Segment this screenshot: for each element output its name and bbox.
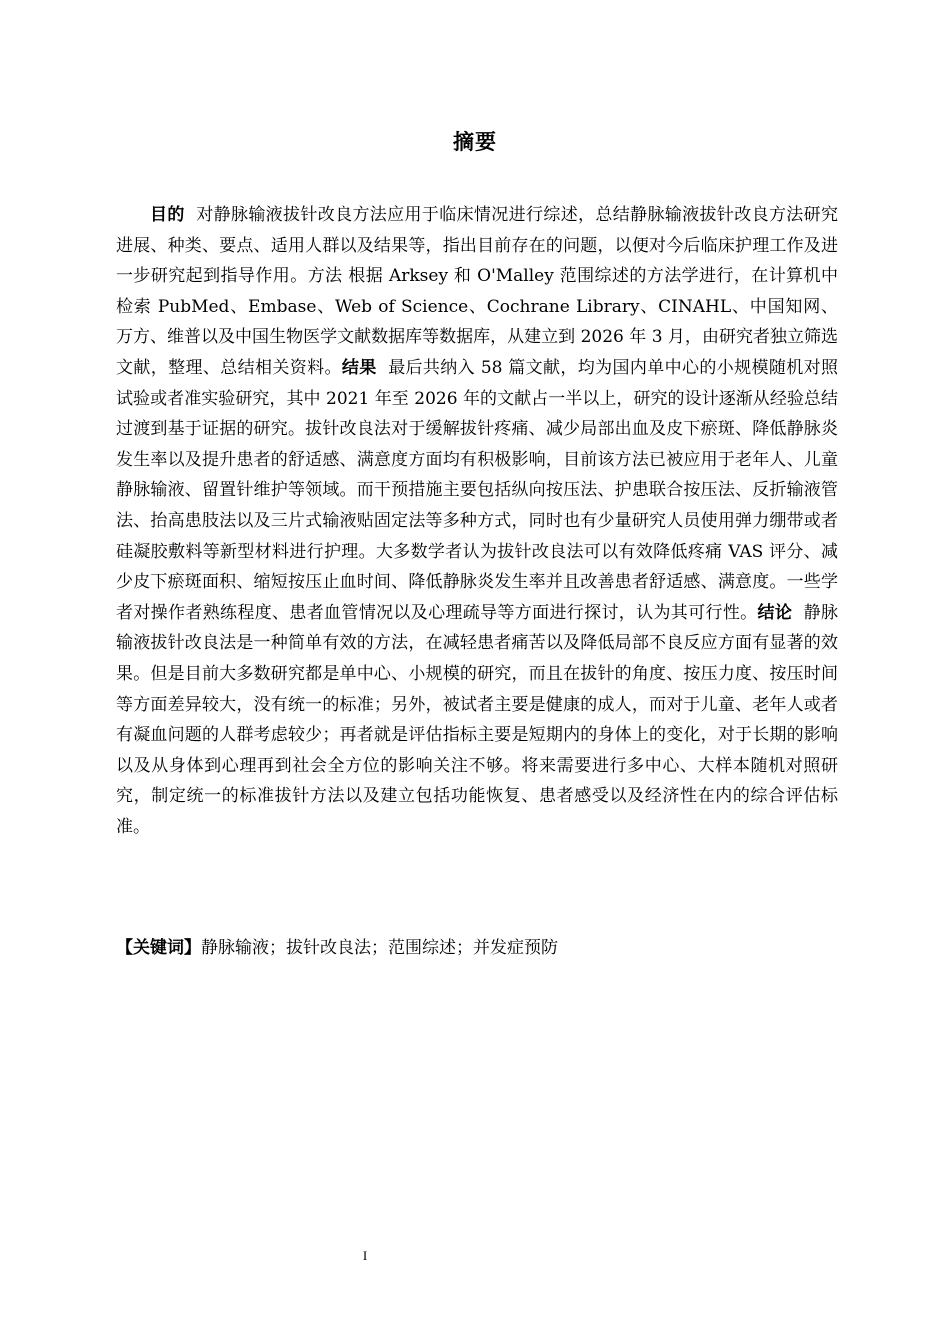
objective-text: 对静脉输液拔针改良方法应用于临床情况进行综述，总结静脉输液拔针改良方法研究进展、种类、要点、适用人群以及结果等，指出目前存在的问题，以便对今后临床护理工作及进一步研究起到指导作用。方法 根据 Arksey 和 O'Malley 范围综述的方法学进行，在计算机中检索 PubMed、Embase、Web of Science、Cochrane Library、CINAHL、中国知网、万方、维普以及中国生物医学文献数据库等数据库，从建立到 2026 年 3 月，由研究者独立筛选文献，整理、总结相关资料。: [116, 205, 839, 378]
conclusion-text: 静脉输液拔针改良法是一种简单有效的方法，在减轻患者痛苦以及降低局部不良反应方面有显著的效果。但是目前大多数研究都是单中心、小规模的研究，而且在拔针的角度、按压力度、按压时间等方面差异较大，没有统一的标准；另外，被试者主要是健康的成人，而对于儿童、老年人或者有凝血问题的人群考虑较少；再者就是评估指标主要是短期内的身体上的变化，对于长期的影响以及从身体到心理再到社会全方位的影响关注不够。将来需要进行多中心、大样本随机对照研究，制定统一的标准拔针方法以及建立包括功能恢复、患者感受以及经济性在内的综合评估标准。: [116, 602, 839, 837]
page-number: I: [362, 1248, 368, 1263]
results-label: 结果: [341, 357, 377, 378]
conclusion-label: 结论: [757, 602, 793, 623]
objective-label: 目的: [150, 205, 185, 225]
keywords-label: 【关键词】: [116, 938, 201, 958]
abstract-paragraph: [116, 200, 838, 842]
keywords-text: 静脉输液；拔针改良法；范围综述；并发症预防: [201, 938, 558, 958]
results-text: 最后共纳入 58 篇文献，均为国内单中心的小规模随机对照试验或者准实验研究，其中 2021 年至 2026 年的文献占一半以上，研究的设计逐渐从经验总结过渡到基于证据的研究。拔针改良法对于缓解拔针疼痛、减少局部出血及皮下瘀斑、降低静脉炎发生率以及提升患者的舒适感、满意度方面均有积极影响，目前该方法已被应用于老年人、儿童静脉输液、留置针维护等领域。而干预措施主要包括纵向按压法、护患联合按压法、反折输液管法、抬高患肢法以及三片式输液贴固定法等多种方式，同时也有少量研究人员使用弹力绷带或者硅凝胶敷料等新型材料进行护理。大多数学者认为拔针改良法可以有效降低疼痛 VAS 评分、减少皮下瘀斑面积、缩短按压止血时间、降低静脉炎发生率并且改善患者舒适感、满意度。一些学者对操作者熟练程度、患者血管情况以及心理疏导等方面进行探讨，认为其可行性。: [116, 357, 838, 623]
keywords-line: [116, 933, 838, 963]
page-title: 摘要: [453, 130, 497, 154]
